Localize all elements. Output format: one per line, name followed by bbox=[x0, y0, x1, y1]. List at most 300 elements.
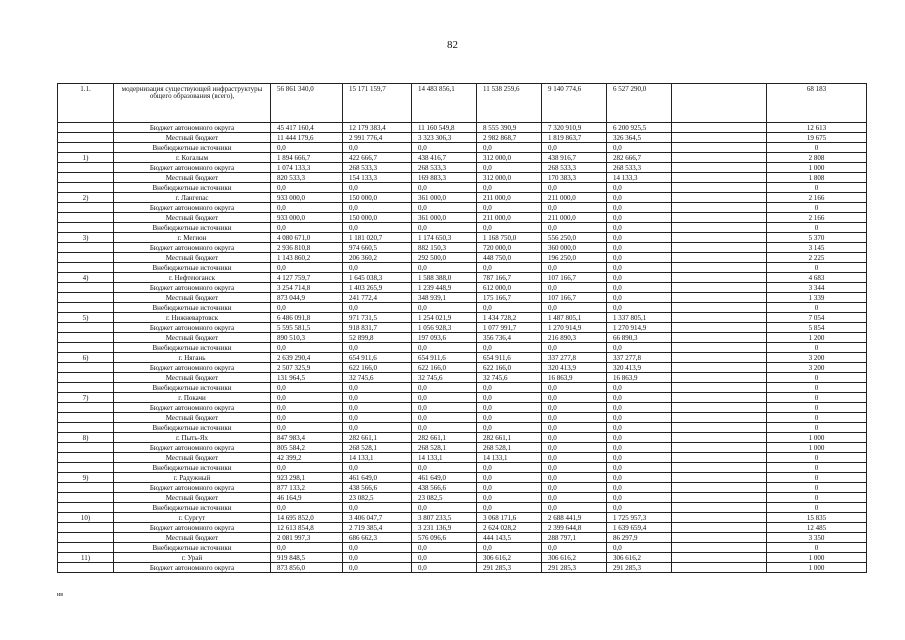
value-cell bbox=[672, 283, 767, 293]
value-cell: 1 725 957,3 bbox=[607, 513, 672, 523]
value-cell: 0,0 bbox=[477, 403, 542, 413]
value-cell: 2 991 776,4 bbox=[343, 133, 412, 143]
table-row bbox=[58, 563, 867, 573]
value-cell: 8 555 390,9 bbox=[477, 123, 542, 133]
row-name-cell: Бюджет автономного округа bbox=[114, 323, 271, 333]
table-row bbox=[58, 173, 867, 183]
value-cell: 150 000,0 bbox=[343, 193, 412, 203]
value-cell: 654 911,6 bbox=[343, 353, 412, 363]
value-cell: 0,0 bbox=[343, 303, 412, 313]
value-cell: 3 807 233,5 bbox=[412, 513, 477, 523]
value-cell: 291 285,3 bbox=[477, 563, 542, 573]
row-number-cell: 8) bbox=[58, 433, 114, 443]
value-cell: 1 074 133,3 bbox=[271, 163, 343, 173]
row-number-cell: 10) bbox=[58, 513, 114, 523]
row-name-cell: Местный бюджет bbox=[114, 293, 271, 303]
indicator-cell: 0 bbox=[767, 483, 867, 493]
value-cell: 196 250,0 bbox=[542, 253, 607, 263]
indicator-cell: 1 339 bbox=[767, 293, 867, 303]
indicator-cell: 5 854 bbox=[767, 323, 867, 333]
row-number-cell bbox=[58, 203, 114, 213]
value-cell: 0,0 bbox=[607, 383, 672, 393]
value-cell: 0,0 bbox=[542, 263, 607, 273]
value-cell: 131 964,5 bbox=[271, 373, 343, 383]
value-cell: 556 250,0 bbox=[542, 233, 607, 243]
value-cell: 1 181 020,7 bbox=[343, 233, 412, 243]
value-cell bbox=[672, 363, 767, 373]
value-cell: 14 695 852,0 bbox=[271, 513, 343, 523]
row-number-cell bbox=[58, 163, 114, 173]
table-row bbox=[58, 193, 867, 203]
value-cell: 337 277,8 bbox=[542, 353, 607, 363]
value-cell: 337 277,8 bbox=[607, 353, 672, 363]
value-cell: 1 434 728,2 bbox=[477, 313, 542, 323]
value-cell: 1 487 805,1 bbox=[542, 313, 607, 323]
value-cell: 211 000,0 bbox=[542, 213, 607, 223]
row-number-cell: 1) bbox=[58, 153, 114, 163]
value-cell: 211 000,0 bbox=[477, 213, 542, 223]
value-cell: 918 831,7 bbox=[343, 323, 412, 333]
indicator-cell: 7 054 bbox=[767, 313, 867, 323]
value-cell: 14 133,1 bbox=[477, 453, 542, 463]
indicator-cell: 0 bbox=[767, 183, 867, 193]
value-cell: 0,0 bbox=[607, 433, 672, 443]
value-cell: 291 285,3 bbox=[542, 563, 607, 573]
value-cell: 0,0 bbox=[607, 183, 672, 193]
row-name-cell: г. Лангепас bbox=[114, 193, 271, 203]
value-cell: 6 200 925,5 bbox=[607, 123, 672, 133]
value-cell: 0,0 bbox=[607, 443, 672, 453]
value-cell: 0,0 bbox=[607, 453, 672, 463]
value-cell: 292 500,0 bbox=[412, 253, 477, 263]
value-cell: 360 000,0 bbox=[542, 243, 607, 253]
value-cell: 0,0 bbox=[607, 233, 672, 243]
row-number-cell: 2) bbox=[58, 193, 114, 203]
value-cell: 306 616,2 bbox=[607, 553, 672, 563]
value-cell bbox=[672, 373, 767, 383]
value-cell bbox=[672, 193, 767, 203]
row-number-cell: 4) bbox=[58, 273, 114, 283]
row-name-cell: г. Сургут bbox=[114, 513, 271, 523]
value-cell: 1 337 805,1 bbox=[607, 313, 672, 323]
value-cell: 268 528,1 bbox=[343, 443, 412, 453]
budget-table bbox=[57, 83, 867, 573]
value-cell: 23 082,5 bbox=[412, 493, 477, 503]
row-number-cell bbox=[58, 543, 114, 553]
value-cell: 0,0 bbox=[271, 343, 343, 353]
table-row bbox=[58, 523, 867, 533]
value-cell: 1 894 666,7 bbox=[271, 153, 343, 163]
value-cell: 3 323 306,3 bbox=[412, 133, 477, 143]
value-cell: 3 406 047,7 bbox=[343, 513, 412, 523]
value-cell: 0,0 bbox=[271, 303, 343, 313]
table-row bbox=[58, 543, 867, 553]
value-cell: 66 890,3 bbox=[607, 333, 672, 343]
value-cell: 0,0 bbox=[607, 483, 672, 493]
table-row bbox=[58, 243, 867, 253]
value-cell: 0,0 bbox=[477, 483, 542, 493]
value-cell: 32 745,6 bbox=[412, 373, 477, 383]
value-cell: 0,0 bbox=[412, 393, 477, 403]
value-cell bbox=[672, 303, 767, 313]
value-cell: 0,0 bbox=[343, 263, 412, 273]
row-number-cell: 3) bbox=[58, 233, 114, 243]
value-cell: 0,0 bbox=[607, 223, 672, 233]
value-cell: 211 000,0 bbox=[542, 193, 607, 203]
value-cell: 23 082,5 bbox=[343, 493, 412, 503]
value-cell: 0,0 bbox=[271, 543, 343, 553]
value-cell: 0,0 bbox=[607, 413, 672, 423]
indicator-cell: 0 bbox=[767, 503, 867, 513]
row-number-cell: 5) bbox=[58, 313, 114, 323]
value-cell: 288 797,1 bbox=[542, 533, 607, 543]
row-number-cell bbox=[58, 453, 114, 463]
row-name-cell: Внебюджетные источники bbox=[114, 503, 271, 513]
value-cell: 1 819 863,7 bbox=[542, 133, 607, 143]
value-cell bbox=[672, 473, 767, 483]
value-cell: 282 661,1 bbox=[412, 433, 477, 443]
table-row bbox=[58, 313, 867, 323]
value-cell: 1 077 991,7 bbox=[477, 323, 542, 333]
table-row bbox=[58, 153, 867, 163]
indicator-cell: 0 bbox=[767, 413, 867, 423]
value-cell: 0,0 bbox=[542, 343, 607, 353]
value-cell: 320 413,9 bbox=[542, 363, 607, 373]
value-cell: 9 140 774,6 bbox=[542, 84, 607, 123]
value-cell: 312 000,0 bbox=[477, 153, 542, 163]
row-name-cell: Бюджет автономного округа bbox=[114, 203, 271, 213]
row-name-cell: г. Пыть-Ях bbox=[114, 433, 271, 443]
value-cell: 461 649,0 bbox=[412, 473, 477, 483]
value-cell: 0,0 bbox=[477, 543, 542, 553]
table-row bbox=[58, 463, 867, 473]
value-cell bbox=[672, 393, 767, 403]
value-cell: 0,0 bbox=[343, 553, 412, 563]
row-name-cell: Местный бюджет bbox=[114, 253, 271, 263]
value-cell: 622 166,0 bbox=[343, 363, 412, 373]
indicator-cell: 2 808 bbox=[767, 153, 867, 163]
value-cell: 1 270 914,9 bbox=[542, 323, 607, 333]
table-row bbox=[58, 84, 867, 123]
value-cell: 0,0 bbox=[542, 443, 607, 453]
indicator-cell: 12 613 bbox=[767, 123, 867, 133]
value-cell: 0,0 bbox=[542, 203, 607, 213]
row-name-cell: Бюджет автономного округа bbox=[114, 163, 271, 173]
value-cell: 0,0 bbox=[271, 203, 343, 213]
value-cell: 0,0 bbox=[607, 263, 672, 273]
value-cell: 0,0 bbox=[607, 393, 672, 403]
value-cell: 0,0 bbox=[477, 163, 542, 173]
row-name-cell: Бюджет автономного округа bbox=[114, 523, 271, 533]
value-cell bbox=[672, 153, 767, 163]
indicator-cell: 0 bbox=[767, 203, 867, 213]
value-cell: 16 863,9 bbox=[607, 373, 672, 383]
value-cell: 197 093,6 bbox=[412, 333, 477, 343]
value-cell: 438 566,6 bbox=[343, 483, 412, 493]
indicator-cell: 2 225 bbox=[767, 253, 867, 263]
row-number-cell bbox=[58, 413, 114, 423]
value-cell: 576 096,6 bbox=[412, 533, 477, 543]
value-cell bbox=[672, 523, 767, 533]
value-cell: 873 044,9 bbox=[271, 293, 343, 303]
value-cell: 0,0 bbox=[343, 183, 412, 193]
value-cell: 45 417 160,4 bbox=[271, 123, 343, 133]
value-cell: 206 360,2 bbox=[343, 253, 412, 263]
row-name-cell: Местный бюджет bbox=[114, 173, 271, 183]
table-row bbox=[58, 473, 867, 483]
value-cell: 282 661,1 bbox=[343, 433, 412, 443]
row-name-cell: Бюджет автономного округа bbox=[114, 243, 271, 253]
value-cell: 0,0 bbox=[542, 543, 607, 553]
indicator-cell: 0 bbox=[767, 453, 867, 463]
value-cell bbox=[672, 323, 767, 333]
indicator-cell: 1 000 bbox=[767, 443, 867, 453]
table-row bbox=[58, 133, 867, 143]
indicator-cell: 3 200 bbox=[767, 363, 867, 373]
value-cell: 612 000,0 bbox=[477, 283, 542, 293]
value-cell: 3 068 171,6 bbox=[477, 513, 542, 523]
value-cell: 1 143 860,2 bbox=[271, 253, 343, 263]
table-row bbox=[58, 293, 867, 303]
value-cell bbox=[672, 463, 767, 473]
row-name-cell: г. Нефтеюганск bbox=[114, 273, 271, 283]
table-row bbox=[58, 123, 867, 133]
value-cell bbox=[672, 84, 767, 123]
value-cell: 14 133,1 bbox=[412, 453, 477, 463]
value-cell bbox=[672, 443, 767, 453]
value-cell: 0,0 bbox=[412, 143, 477, 153]
indicator-cell: 5 370 bbox=[767, 233, 867, 243]
table-row bbox=[58, 143, 867, 153]
value-cell: 0,0 bbox=[412, 183, 477, 193]
row-name-cell: Внебюджетные источники bbox=[114, 183, 271, 193]
row-name-cell: г. Покачи bbox=[114, 393, 271, 403]
value-cell bbox=[672, 413, 767, 423]
value-cell: 291 285,3 bbox=[607, 563, 672, 573]
value-cell: 16 863,9 bbox=[542, 373, 607, 383]
value-cell: 15 171 159,7 bbox=[343, 84, 412, 123]
page-number: 82 bbox=[447, 39, 458, 51]
indicator-cell: 12 485 bbox=[767, 523, 867, 533]
row-number-cell bbox=[58, 123, 114, 133]
row-number-cell bbox=[58, 293, 114, 303]
value-cell: 820 533,3 bbox=[271, 173, 343, 183]
row-number-cell bbox=[58, 503, 114, 513]
value-cell bbox=[672, 493, 767, 503]
value-cell: 0,0 bbox=[477, 493, 542, 503]
value-cell: 0,0 bbox=[542, 503, 607, 513]
row-name-cell: Бюджет автономного округа bbox=[114, 563, 271, 573]
indicator-cell: 0 bbox=[767, 263, 867, 273]
value-cell bbox=[672, 143, 767, 153]
row-number-cell bbox=[58, 443, 114, 453]
value-cell: 1 174 650,3 bbox=[412, 233, 477, 243]
value-cell: 11 444 179,6 bbox=[271, 133, 343, 143]
value-cell: 0,0 bbox=[477, 303, 542, 313]
table-row bbox=[58, 323, 867, 333]
value-cell bbox=[672, 313, 767, 323]
table-row bbox=[58, 483, 867, 493]
value-cell: 0,0 bbox=[607, 143, 672, 153]
value-cell: 0,0 bbox=[477, 423, 542, 433]
value-cell: 0,0 bbox=[271, 223, 343, 233]
value-cell bbox=[672, 183, 767, 193]
indicator-cell: 0 bbox=[767, 463, 867, 473]
value-cell: 461 649,0 bbox=[343, 473, 412, 483]
value-cell: 0,0 bbox=[542, 483, 607, 493]
table-row bbox=[58, 263, 867, 273]
value-cell: 7 320 910,9 bbox=[542, 123, 607, 133]
indicator-cell: 0 bbox=[767, 143, 867, 153]
table-row bbox=[58, 353, 867, 363]
row-number-cell bbox=[58, 253, 114, 263]
table-row bbox=[58, 183, 867, 193]
row-name-cell: Внебюджетные источники bbox=[114, 143, 271, 153]
row-name-cell: Внебюджетные источники bbox=[114, 303, 271, 313]
value-cell: 312 000,0 bbox=[477, 173, 542, 183]
indicator-cell: 1 000 bbox=[767, 553, 867, 563]
row-number-cell bbox=[58, 283, 114, 293]
table-row bbox=[58, 433, 867, 443]
value-cell: 306 616,2 bbox=[542, 553, 607, 563]
value-cell: 3 254 714,8 bbox=[271, 283, 343, 293]
row-name-cell: Внебюджетные источники bbox=[114, 423, 271, 433]
value-cell: 1 056 928,3 bbox=[412, 323, 477, 333]
value-cell: 282 661,1 bbox=[477, 433, 542, 443]
row-name-cell: Внебюджетные источники bbox=[114, 223, 271, 233]
value-cell: 0,0 bbox=[607, 273, 672, 283]
row-number-cell: 11) bbox=[58, 553, 114, 563]
value-cell: 0,0 bbox=[343, 403, 412, 413]
value-cell: 86 297,9 bbox=[607, 533, 672, 543]
table-row bbox=[58, 363, 867, 373]
value-cell: 268 533,3 bbox=[412, 163, 477, 173]
value-cell: 52 899,8 bbox=[343, 333, 412, 343]
value-cell: 0,0 bbox=[412, 403, 477, 413]
value-cell: 0,0 bbox=[412, 463, 477, 473]
value-cell: 0,0 bbox=[412, 343, 477, 353]
value-cell: 0,0 bbox=[412, 223, 477, 233]
value-cell bbox=[672, 213, 767, 223]
value-cell: 0,0 bbox=[343, 143, 412, 153]
indicator-cell: 1 000 bbox=[767, 163, 867, 173]
value-cell: 268 528,1 bbox=[477, 443, 542, 453]
value-cell: 14 133,1 bbox=[343, 453, 412, 463]
value-cell: 933 000,0 bbox=[271, 213, 343, 223]
row-number-cell: 6) bbox=[58, 353, 114, 363]
row-name-cell: Местный бюджет bbox=[114, 373, 271, 383]
value-cell: 873 856,0 bbox=[271, 563, 343, 573]
value-cell: 4 080 671,0 bbox=[271, 233, 343, 243]
value-cell: 0,0 bbox=[607, 543, 672, 553]
value-cell: 0,0 bbox=[271, 403, 343, 413]
value-cell: 0,0 bbox=[542, 433, 607, 443]
value-cell: 0,0 bbox=[271, 503, 343, 513]
value-cell: 2 982 868,7 bbox=[477, 133, 542, 143]
value-cell: 890 510,3 bbox=[271, 333, 343, 343]
value-cell: 0,0 bbox=[343, 203, 412, 213]
value-cell: 0,0 bbox=[542, 283, 607, 293]
table-row bbox=[58, 343, 867, 353]
value-cell: 0,0 bbox=[477, 463, 542, 473]
indicator-cell: 3 145 bbox=[767, 243, 867, 253]
value-cell: 444 143,5 bbox=[477, 533, 542, 543]
value-cell: 0,0 bbox=[607, 293, 672, 303]
row-name-cell: г. Когалым bbox=[114, 153, 271, 163]
indicator-cell: 0 bbox=[767, 343, 867, 353]
value-cell: 0,0 bbox=[343, 423, 412, 433]
value-cell: 0,0 bbox=[542, 413, 607, 423]
value-cell: 0,0 bbox=[477, 263, 542, 273]
value-cell: 0,0 bbox=[477, 413, 542, 423]
table-row bbox=[58, 303, 867, 313]
value-cell: 0,0 bbox=[542, 473, 607, 483]
value-cell: 268 533,3 bbox=[542, 163, 607, 173]
value-cell: 0,0 bbox=[412, 563, 477, 573]
value-cell: 1 403 265,9 bbox=[343, 283, 412, 293]
row-number-cell bbox=[58, 533, 114, 543]
value-cell: 12 179 383,4 bbox=[343, 123, 412, 133]
value-cell: 847 983,4 bbox=[271, 433, 343, 443]
value-cell: 0,0 bbox=[412, 383, 477, 393]
row-number-cell: 9) bbox=[58, 473, 114, 483]
value-cell: 1 639 659,4 bbox=[607, 523, 672, 533]
table-row bbox=[58, 373, 867, 383]
value-cell: 3 231 136,9 bbox=[412, 523, 477, 533]
row-number-cell bbox=[58, 173, 114, 183]
indicator-cell: 15 835 bbox=[767, 513, 867, 523]
indicator-cell: 1 000 bbox=[767, 433, 867, 443]
value-cell: 150 000,0 bbox=[343, 213, 412, 223]
row-name-cell: г. Нижневартовск bbox=[114, 313, 271, 323]
value-cell: 0,0 bbox=[477, 393, 542, 403]
value-cell: 0,0 bbox=[607, 213, 672, 223]
value-cell: 211 000,0 bbox=[477, 193, 542, 203]
value-cell bbox=[672, 333, 767, 343]
value-cell: 974 660,5 bbox=[343, 243, 412, 253]
value-cell: 0,0 bbox=[542, 383, 607, 393]
value-cell bbox=[672, 223, 767, 233]
value-cell: 787 166,7 bbox=[477, 273, 542, 283]
value-cell: 14 483 856,1 bbox=[412, 84, 477, 123]
value-cell: 46 164,9 bbox=[271, 493, 343, 503]
value-cell: 170 383,3 bbox=[542, 173, 607, 183]
value-cell: 0,0 bbox=[412, 203, 477, 213]
value-cell: 14 133,3 bbox=[607, 173, 672, 183]
row-number-cell bbox=[58, 403, 114, 413]
value-cell: 0,0 bbox=[477, 503, 542, 513]
table-row bbox=[58, 223, 867, 233]
value-cell: 877 133,2 bbox=[271, 483, 343, 493]
value-cell bbox=[672, 293, 767, 303]
value-cell: 1 254 021,9 bbox=[412, 313, 477, 323]
row-name-cell: Бюджет автономного округа bbox=[114, 443, 271, 453]
value-cell bbox=[672, 343, 767, 353]
row-name-cell: Бюджет автономного округа bbox=[114, 123, 271, 133]
value-cell: 0,0 bbox=[477, 183, 542, 193]
row-number-cell bbox=[58, 223, 114, 233]
value-cell bbox=[672, 553, 767, 563]
row-name-cell: Внебюджетные источники bbox=[114, 543, 271, 553]
value-cell bbox=[672, 513, 767, 523]
value-cell: 0,0 bbox=[412, 413, 477, 423]
row-name-cell: Бюджет автономного округа bbox=[114, 483, 271, 493]
row-name-cell: Местный бюджет bbox=[114, 493, 271, 503]
value-cell: 6 527 290,0 bbox=[607, 84, 672, 123]
row-name-cell: г. Мегион bbox=[114, 233, 271, 243]
table-row bbox=[58, 213, 867, 223]
value-cell: 268 533,3 bbox=[607, 163, 672, 173]
